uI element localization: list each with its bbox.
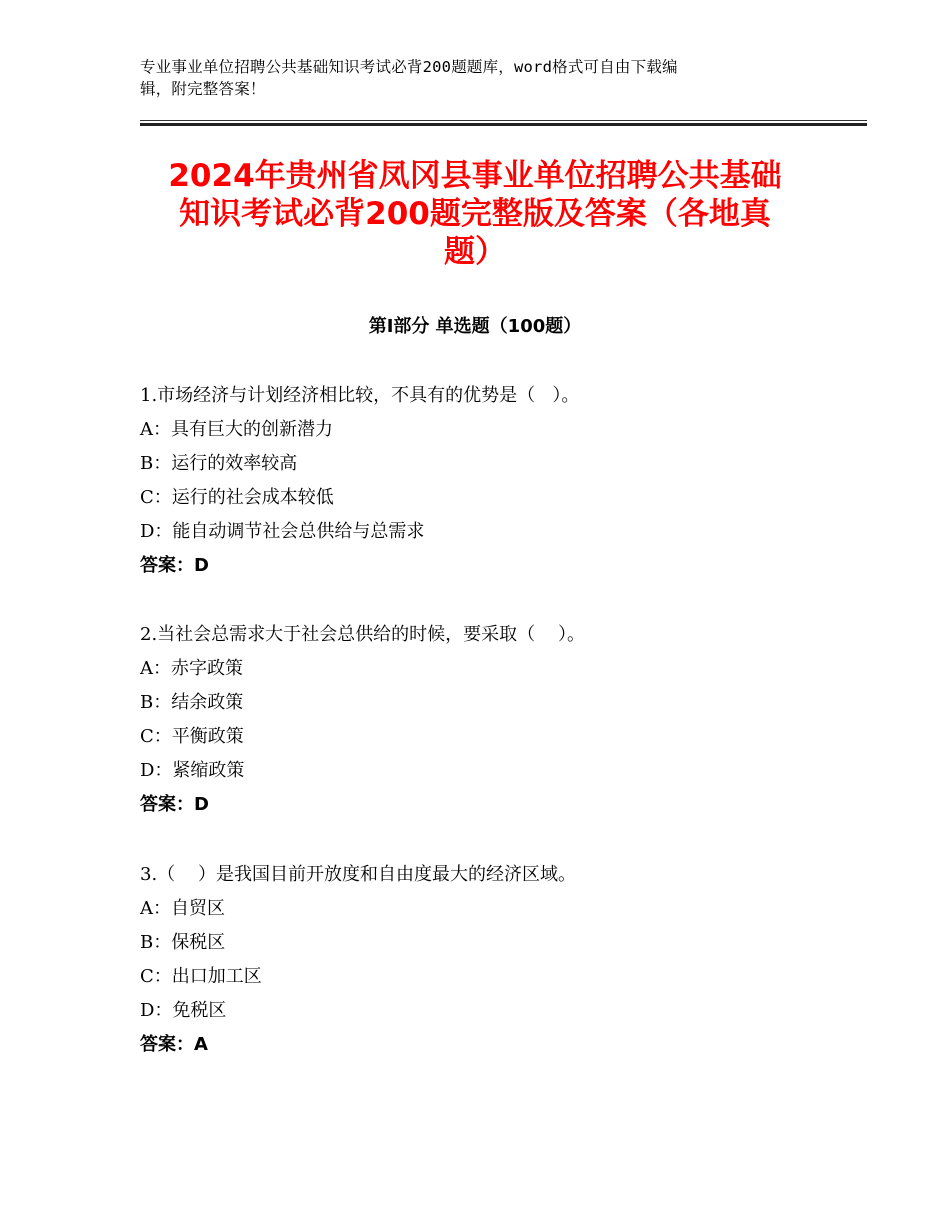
section-heading: 第Ⅰ部分 单选题（100题） — [368, 316, 582, 337]
option-d: D：紧缩政策 — [140, 760, 245, 781]
question-stem: 3.（ ）是我国目前开放度和自由度最大的经济区域。 — [140, 864, 577, 885]
question-stem: 1.市场经济与计划经济相比较，不具有的优势是（ ）。 — [140, 385, 580, 406]
answer: 答案：D — [140, 555, 209, 576]
option-d: D：免税区 — [140, 1000, 227, 1021]
option-c: C：平衡政策 — [140, 726, 244, 747]
option-a: A：自贸区 — [140, 898, 225, 919]
question-1 — [140, 379, 840, 583]
header-divider-thin — [140, 120, 867, 121]
header-note-line-1: 专业事业单位招聘公共基础知识考试必背200题题库，word格式可自由下载编 — [140, 58, 678, 76]
option-b: B：运行的效率较高 — [140, 453, 298, 474]
document-title — [120, 157, 830, 271]
option-b: B：结余政策 — [140, 692, 244, 713]
option-c: C：运行的社会成本较低 — [140, 487, 334, 508]
option-b: B：保税区 — [140, 932, 226, 953]
question-3 — [140, 858, 840, 1062]
option-a: A：具有巨大的创新潜力 — [140, 419, 333, 440]
option-a: A：赤字政策 — [140, 658, 243, 679]
option-c: C：出口加工区 — [140, 966, 262, 987]
document-title-line-2: 知识考试必背200题完整版及答案（各地真 — [179, 196, 771, 232]
document-title-line-3: 题） — [444, 234, 506, 270]
question-stem: 2.当社会总需求大于社会总供给的时候，要采取（ ）。 — [140, 624, 586, 645]
option-d: D：能自动调节社会总供给与总需求 — [140, 521, 425, 542]
header-divider-thick — [140, 123, 867, 126]
question-2 — [140, 618, 840, 822]
answer: 答案：D — [140, 794, 209, 815]
document-title-line-1: 2024年贵州省凤冈县事业单位招聘公共基础 — [168, 158, 782, 194]
header-note — [140, 56, 790, 100]
header-note-line-2: 辑，附完整答案！ — [140, 80, 266, 98]
answer: 答案：A — [140, 1034, 208, 1055]
